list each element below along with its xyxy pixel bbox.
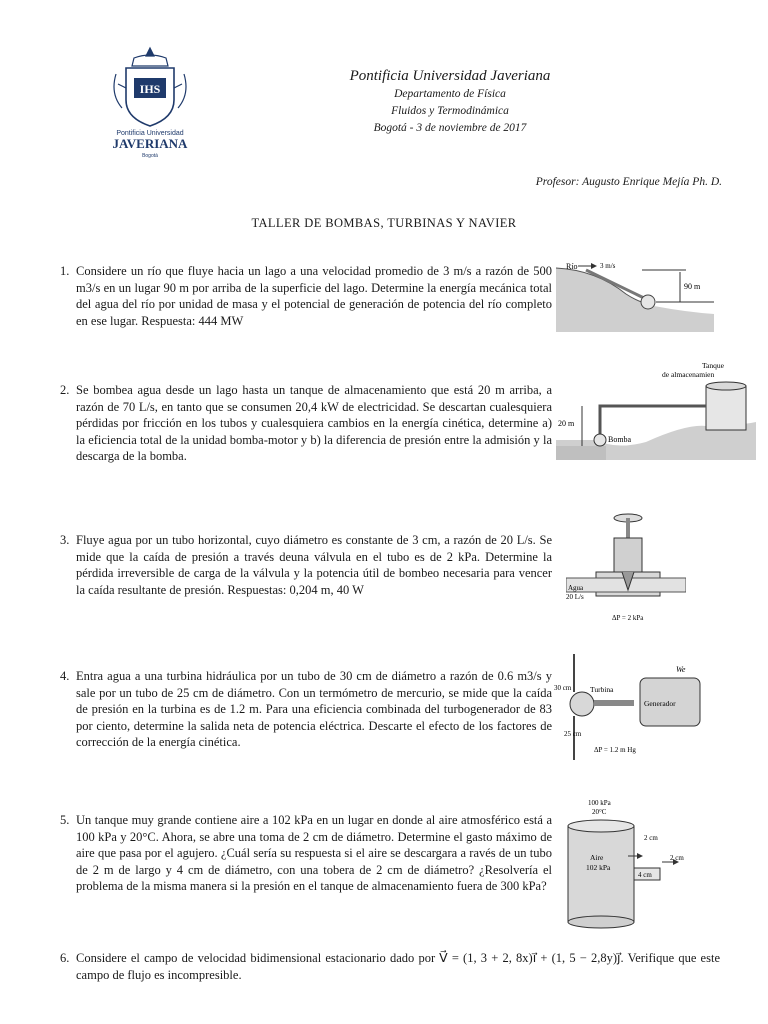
fig4-generator-label: Generador	[644, 699, 676, 708]
header-block	[300, 66, 600, 137]
problem-2	[60, 382, 552, 465]
problem-4	[60, 668, 552, 751]
problem-number: 2.	[60, 383, 70, 397]
fig4-din-label: 30 cm	[554, 684, 572, 692]
fig5-tatm-label: 20°C	[592, 808, 607, 816]
problem-text: Fluye agua por un tubo horizontal, cuyo diámetro es constante de 3 cm, a razón de 20 L/s. Se mide que la caída de presión a través deuna válvula en el tubo es de 2 kPa. Determine la pérdida irreversible de carga de la válvula y la potencia útil de bombeo necesaria para vencer la caída resultante de presión. Respuestas: 0,204 m, 40 W	[76, 533, 552, 597]
problem-text: Considere un río que fluye hacia un lago a una velocidad promedio de 3 m/s a razón de 500 m3/s en un lugar 90 m por arriba de la superficie del lago. Determine la energía mecánica total del agua del río por unidad de masa y el potencial de generación de potencia del río completo en ese lugar. Respuesta: 444 MW	[76, 264, 552, 328]
fig1-river-label: Río	[566, 262, 578, 271]
fig5-d3-label: 4 cm	[638, 871, 652, 879]
problem-number: 5.	[60, 813, 70, 827]
problem-number: 3.	[60, 533, 70, 547]
problem-1	[60, 263, 552, 329]
fig4-dp-label: ΔP = 1.2 m Hg	[594, 746, 636, 754]
fig2-tank-label-2: de almacenamien	[662, 370, 715, 379]
fig2-height-label: 20 m	[558, 419, 575, 428]
fig5-d1-label: 2 cm	[644, 834, 658, 842]
logo-line2: JAVERIANA	[112, 136, 188, 151]
university-logo	[104, 44, 196, 160]
fig1-speed-label: 3 m/s	[600, 262, 616, 270]
figure-pump-tank	[556, 360, 756, 460]
date: Bogotá - 3 de noviembre de 2017	[373, 122, 527, 134]
figure-tank	[566, 796, 696, 932]
figure-turbine	[554, 652, 714, 764]
professor: Profesor: Augusto Enrique Mejía Ph. D.	[535, 176, 722, 188]
fig4-turbine-label: Turbina	[590, 685, 614, 694]
problem-6	[60, 950, 720, 983]
problem-text: Un tanque muy grande contiene aire a 102 kPa en un lugar en donde al aire atmosférico está a 100 kPa y 20°C. Ahora, se abre una toma de 2 cm de diámetro. Determine el gasto máximo de aire que pasa por el agujero. ¿Cuál sería su respuesta si el aire se descargara a ravés de un tubo de 2 m de largo y 4 cm de diámetro, con una tobera de 2 cm de diámetro? ¿Resolvería el problema de la misma manera si la presión en el tanque de almacenamiento fuera de 300 kPa?	[76, 813, 552, 893]
fig5-d2-label: 2 cm	[670, 854, 684, 862]
fig2-pump-label: Bomba	[608, 435, 632, 444]
page-title: TALLER DE BOMBAS, TURBINAS Y NAVIER	[251, 216, 517, 230]
problem-3	[60, 532, 552, 598]
fig5-patm-label: 100 kPa	[588, 799, 611, 807]
fig4-dout-label: 25 cm	[564, 730, 582, 738]
figure-river	[556, 258, 714, 332]
problem-number: 6.	[60, 951, 70, 965]
logo-line1: Pontificia Universidad	[116, 130, 184, 137]
fig3-water-label-2: 20 L/s	[566, 593, 584, 601]
fig3-water-label-1: Agua	[568, 584, 584, 592]
fig3-dp-label: ΔP = 2 kPa	[612, 614, 644, 622]
problem-number: 4.	[60, 669, 70, 683]
department: Departamento de Física	[394, 88, 506, 100]
fig5-air-label: Aire	[590, 853, 604, 862]
fig2-tank-label-1: Tanque	[702, 361, 724, 370]
problem-text: Se bombea agua desde un lago hasta un tanque de almacenamiento que está 20 m arriba, a razón de 70 L/s, en tanto que se consumen 20,4 kW de electricidad. Se descartan cualesquiera pérdidas por fricción en los tubos y cualesquiera cambios en la energía cinética, determine a) la eficiencia total de la unidad bomba-motor y b) la diferencia de presión entre la admisión y la descarga de la bomba.	[76, 383, 552, 463]
fig5-ptank-label: 102 kPa	[586, 863, 611, 872]
fig4-power-label: We	[676, 665, 686, 674]
problem-text: Entra agua a una turbina hidráulica por un tubo de 30 cm de diámetro a razón de 0.6 m3/s y sale por un tubo de 25 cm de diámetro. Con un termómetro de mercurio, se mide que la caída de presión en la turbina es de 1.2 m. Para una eficiencia combinada del turbogenerador de 83 por ciento, determine la salida neta de potencia eléctrica. Descarte el efecto de los factores de corrección de la energía cinética.	[76, 669, 552, 749]
problem-number: 1.	[60, 264, 70, 278]
problem-text: Considere el campo de velocidad bidimensional estacionario dado por V⃗ = (1, 3 + 2, 8x)i⃗ + (1, 5 − 2,8y)j⃗. Verifique que este campo de flujo es incompresible.	[76, 951, 720, 982]
university-name: Pontificia Universidad Javeriana	[349, 68, 551, 84]
figure-valve	[566, 508, 686, 626]
fig1-height-label: 90 m	[684, 282, 701, 291]
course-name: Fluidos y Termodinámica	[391, 105, 509, 117]
logo-line3: Bogotá	[142, 153, 158, 159]
logo-ihs-text: IHS	[139, 82, 161, 96]
problem-5	[60, 812, 552, 895]
